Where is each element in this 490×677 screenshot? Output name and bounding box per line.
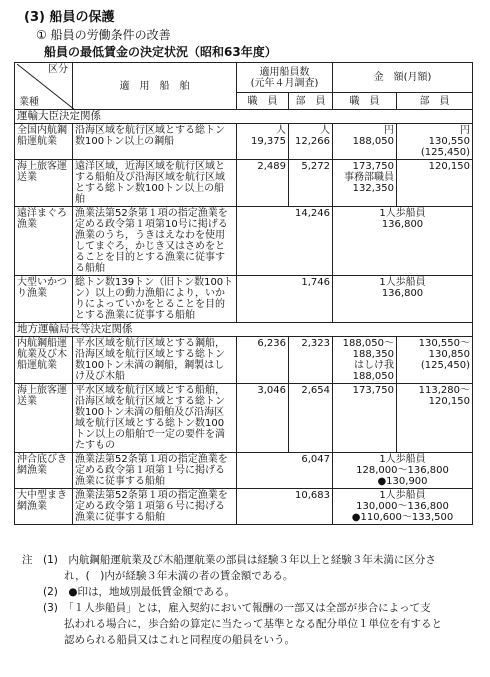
amount-buin-cell xyxy=(397,124,473,160)
subsection-heading: ① 船員の労働条件の改善 xyxy=(36,28,171,42)
count-shokuin-cell-text: 10,683 xyxy=(295,490,330,501)
table-row xyxy=(15,160,473,207)
count-shokuin-cell xyxy=(237,124,289,160)
table-row xyxy=(15,384,473,453)
note-line: 認められる船員又はこれと同程度の船員をいう。 xyxy=(22,634,295,646)
count-buin-cell-text: 2,654 xyxy=(301,385,330,396)
count-buin-cell xyxy=(289,160,333,207)
industry-cell-text: 内航鋼船運航業及び木船運航業 xyxy=(17,338,67,371)
vessel-cell xyxy=(73,453,237,489)
vessel-cell-text: 漁業法第52条第１項の指定漁業を定める政令第１項第６号に掲げる漁業に従事する船舶 xyxy=(75,490,228,523)
industry-cell xyxy=(15,276,73,323)
col-count: 適用船員数 (元年４月調査) xyxy=(237,63,333,93)
vessel-cell-text: 漁業法第52条第１項の指定漁業を定める政令第１項第１号に掲げる漁業に従事する船舶 xyxy=(75,454,228,487)
table-title: 船員の最低賃金の決定状況（昭和63年度） xyxy=(44,45,277,59)
amount-shokuin-cell-text: 188,050 xyxy=(352,136,394,147)
corner-gyoshu: 業種 xyxy=(19,97,39,108)
count-shokuin-cell xyxy=(237,489,333,525)
note-line: れ，( )内が経験３年未満の者の賃金額である。 xyxy=(22,570,294,582)
amount-shokuin-cell xyxy=(333,384,397,453)
industry-cell-text: 大中型まき網漁業 xyxy=(17,490,67,512)
count-shokuin-cell-text: 1,746 xyxy=(301,277,330,288)
industry-cell-text: 沖合底びき網漁業 xyxy=(17,454,67,476)
vessel-cell xyxy=(73,489,237,525)
table-row xyxy=(15,453,473,489)
vessel-cell xyxy=(73,337,237,384)
note-line: (3) 「１人歩船員」とは，雇入契約において報酬の一部又は全部が歩合によって支 xyxy=(22,602,431,614)
amount-shokuin-cell xyxy=(333,276,473,323)
count-shokuin-cell-text: 6,236 xyxy=(257,338,286,349)
vessel-cell xyxy=(73,207,237,276)
count-buin-cell-text: 2,323 xyxy=(301,338,330,349)
amount-buin-cell-text: 130,550 (125,450) xyxy=(420,136,470,158)
industry-cell xyxy=(15,384,73,453)
industry-cell-text: 大型いかつり漁業 xyxy=(17,277,67,299)
amount-shokuin-cell-text: 173,750 事務部職員 132,350 xyxy=(344,161,394,194)
amount-shokuin-cell xyxy=(333,453,473,489)
corner-header xyxy=(15,63,73,110)
count-buin-cell xyxy=(289,124,333,160)
amount-buin-cell xyxy=(397,160,473,207)
amount-shokuin-cell xyxy=(333,207,473,276)
table-row xyxy=(15,489,473,525)
unit-person: 人 xyxy=(320,125,330,136)
industry-cell xyxy=(15,207,73,276)
count-shokuin-cell xyxy=(237,384,289,453)
sub-shokuin: 職 員 xyxy=(237,93,289,110)
amount-buin-cell-text: 130,550〜 130,850 (125,450) xyxy=(418,338,470,371)
amount-shokuin-cell xyxy=(333,160,397,207)
count-shokuin-cell-text: 2,489 xyxy=(257,161,286,172)
amount-buin-cell xyxy=(397,384,473,453)
industry-cell xyxy=(15,160,73,207)
count-buin-cell xyxy=(289,337,333,384)
table-row xyxy=(15,124,473,160)
count-shokuin-cell xyxy=(237,160,289,207)
count-shokuin-cell-text: 3,046 xyxy=(257,385,286,396)
industry-cell-text: 遠洋まぐろ漁業 xyxy=(17,208,67,230)
note-line: (2) ●印は，地域別最低賃金額である。 xyxy=(22,586,236,598)
amount-shokuin-cell-text: 1人歩船員 130,000〜136,800 ●110,600〜133,500 xyxy=(351,490,454,523)
industry-cell xyxy=(15,337,73,384)
amount-shokuin-cell xyxy=(333,489,473,525)
count-shokuin-cell-text: 14,246 xyxy=(295,208,330,219)
section-minister: 運輸大臣決定関係 xyxy=(15,110,473,124)
count-shokuin-cell xyxy=(237,453,333,489)
amount-shokuin-cell xyxy=(333,337,397,384)
vessel-cell-text: 総トン数139トン（旧トン数100トン）以上の動力漁船により，いかりによっていかをとることを目的とする漁業に従事する船舶 xyxy=(75,277,234,321)
count-buin-cell-text: 12,266 xyxy=(295,136,330,147)
table-row xyxy=(15,276,473,323)
sub-buin: 部 員 xyxy=(289,93,333,110)
count-shokuin-cell-text: 6,047 xyxy=(301,454,330,465)
vessel-cell-text: 遠洋区域，近海区域を航行区域とする船舶及び沿海区域を航行区域とする総トン数100トン以上の船舶 xyxy=(75,161,225,205)
col-amount: 金 額(月額) xyxy=(333,63,473,93)
amount-shokuin-cell-text: 173,750 xyxy=(352,385,394,396)
vessel-cell-text: 平水区域を航行区域とする船舶，沿海区域を航行区域とする総トン数100トン未満の船舶及び沿海区域を航行区域とする総トン数100トン以上の船舶で一定の要件を満たすもの xyxy=(75,385,225,451)
amount-shokuin-cell-text: 1人歩船員 136,800 xyxy=(379,208,426,230)
count-shokuin-cell-text: 19,375 xyxy=(251,136,286,147)
notes xyxy=(22,552,442,648)
minimum-wage-table xyxy=(14,62,473,525)
sub-buin-amount: 部 員 xyxy=(397,93,473,110)
industry-cell-text: 全国内航鋼船運航業 xyxy=(17,125,67,147)
table-row xyxy=(15,207,473,276)
vessel-cell-text: 漁業法第52条第１項の指定漁業を定める政令第１項第10号に掲げる漁業のうち，うきはえなわを使用してまぐろ，かじき又はさめをとることを目的とする漁業に従事する船舶 xyxy=(75,208,228,274)
vessel-cell xyxy=(73,384,237,453)
amount-buin-cell-text: 120,150 xyxy=(428,161,470,172)
unit-person: 人 xyxy=(276,125,286,136)
table-row xyxy=(15,337,473,384)
sub-shokuin-amount: 職 員 xyxy=(333,93,397,110)
amount-shokuin-cell-text: 1人歩船員 128,000〜136,800 ●130,900 xyxy=(356,454,449,487)
amount-shokuin-cell-text: 1人歩船員 136,800 xyxy=(379,277,426,299)
industry-cell xyxy=(15,453,73,489)
vessel-cell-text: 沿海区域を航行区域とする総トン数100トン以上の鋼船 xyxy=(75,125,225,147)
col-vessel: 適 用 船 舶 xyxy=(73,63,237,110)
industry-cell xyxy=(15,124,73,160)
industry-cell-text: 海上旅客運送業 xyxy=(17,161,67,183)
industry-cell-text: 海上旅客運送業 xyxy=(17,385,67,407)
count-shokuin-cell xyxy=(237,207,333,276)
vessel-cell xyxy=(73,124,237,160)
section-regional: 地方運輸局長等決定関係 xyxy=(15,323,473,337)
amount-buin-cell xyxy=(397,337,473,384)
industry-cell xyxy=(15,489,73,525)
unit-yen: 円 xyxy=(460,125,470,136)
count-buin-cell-text: 5,272 xyxy=(301,161,330,172)
vessel-cell-text: 平水区域を航行区域とする鋼船，沿海区域を航行区域とする総トン数100トン未満の鋼船，鋼製はしけ及び木船 xyxy=(75,338,225,382)
amount-buin-cell-text: 113,280〜 120,150 xyxy=(418,385,470,407)
amount-shokuin-cell xyxy=(333,124,397,160)
amount-shokuin-cell-text: 188,050〜 188,350 はしけ我 188,050 xyxy=(342,338,394,382)
vessel-cell xyxy=(73,160,237,207)
count-shokuin-cell xyxy=(237,337,289,384)
count-shokuin-cell xyxy=(237,276,333,323)
corner-kubun: 区分 xyxy=(48,64,68,75)
section-heading: (3) 船員の保護 xyxy=(24,10,115,25)
count-buin-cell xyxy=(289,384,333,453)
unit-yen: 円 xyxy=(384,125,394,136)
note-line: 注 (1) 内航鋼船運航業及び木船運航業の部員は経験３年以上と経験３年未満に区分さ xyxy=(22,554,436,566)
vessel-cell xyxy=(73,276,237,323)
note-line: 払われる場合に，歩合給の算定に当たって基準となる配分単位１単位を有すると xyxy=(22,618,442,630)
